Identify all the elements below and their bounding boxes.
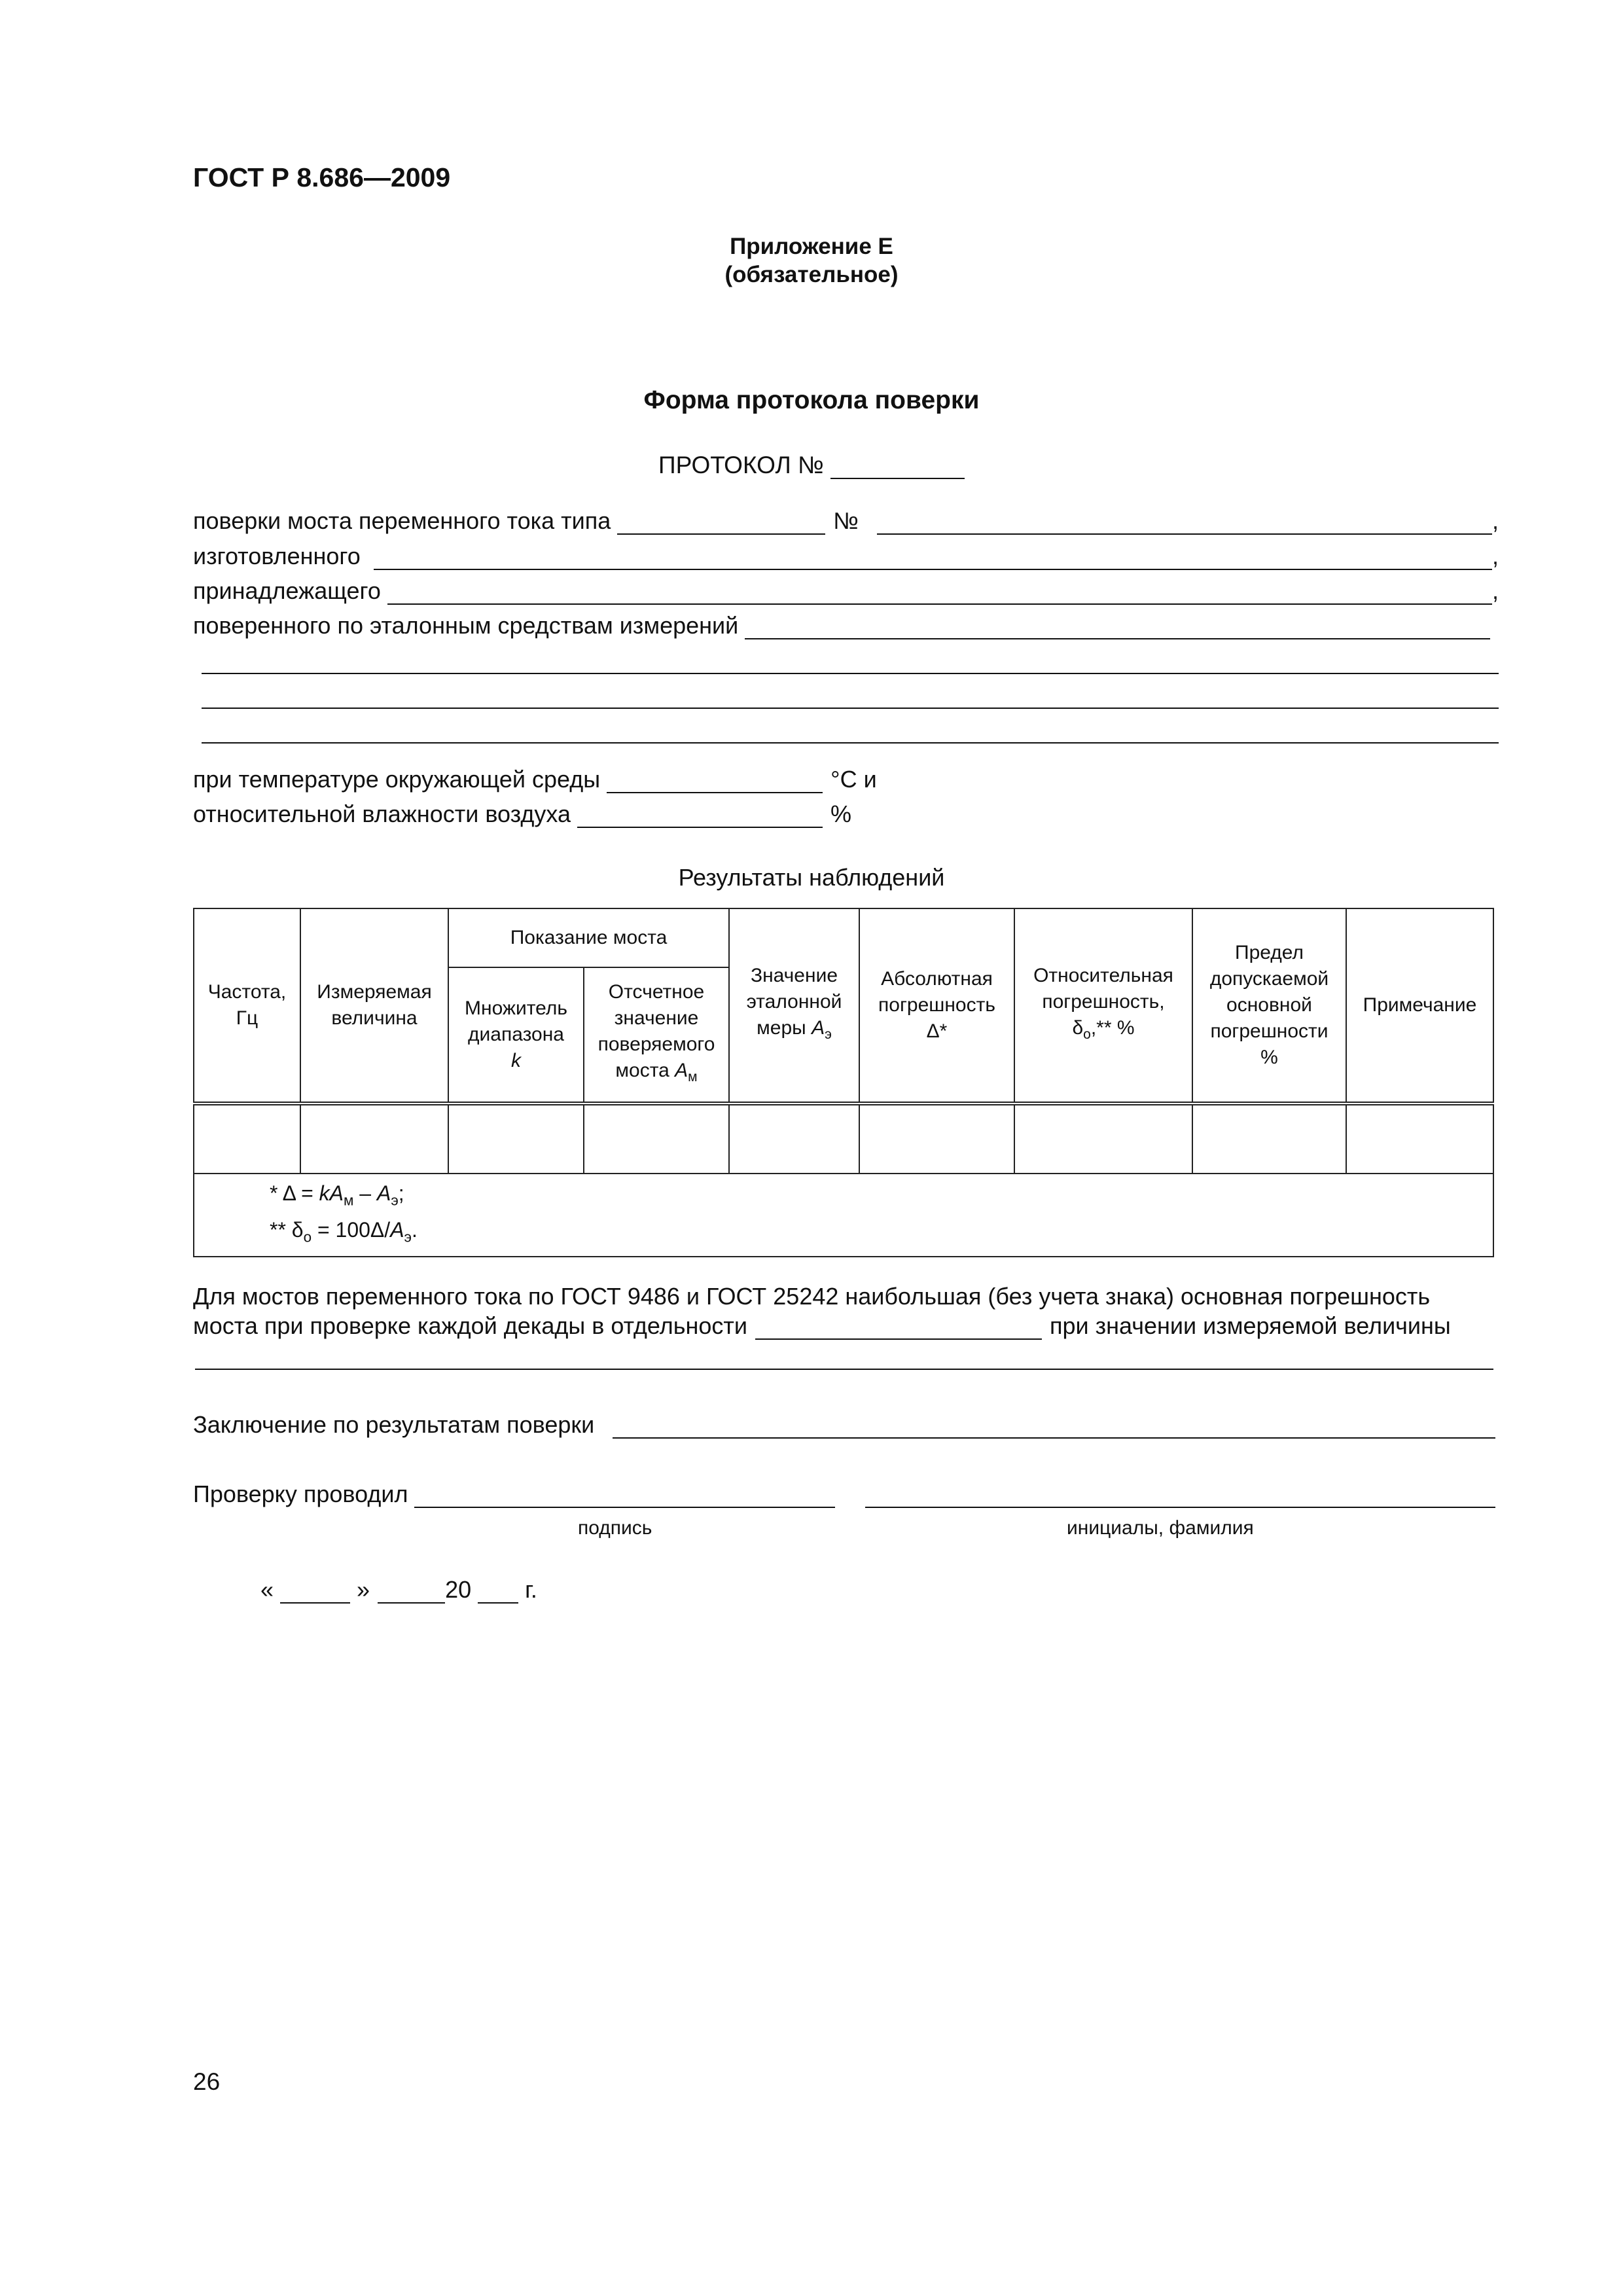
reading-sub: м <box>688 1069 698 1085</box>
cell-absolute-error[interactable] <box>859 1103 1014 1174</box>
owner-row <box>193 577 1499 605</box>
note-1-sub1: м <box>344 1192 354 1209</box>
document-header: ГОСТ Р 8.686—2009 <box>193 162 451 192</box>
verified-by-label: поверенного по эталонным средствам измерений <box>193 612 739 639</box>
bridge-serial-field[interactable] <box>877 510 1492 535</box>
standard-value-text: Значение эталонной меры <box>746 965 842 1039</box>
note-2-sub2: э <box>404 1228 412 1245</box>
humidity-field[interactable] <box>577 803 823 828</box>
date-close-quote: » <box>357 1576 370 1603</box>
note-1-prefix: * Δ = <box>270 1181 319 1206</box>
header-reading-value <box>584 967 729 1103</box>
reading-value-text: Отсчетное значение поверяемого моста <box>597 981 715 1081</box>
note-1-ka: kA <box>319 1181 344 1206</box>
date-open-quote: « <box>260 1576 274 1603</box>
name-field[interactable] <box>865 1483 1495 1508</box>
continuation-line-3[interactable] <box>202 742 1499 744</box>
reading-symbol: A <box>675 1060 688 1081</box>
protocol-number-line <box>0 452 1623 479</box>
date-month-field[interactable] <box>378 1579 445 1604</box>
table-notes <box>194 1174 1493 1257</box>
note-1-end: ; <box>398 1181 404 1206</box>
note-1-sub2: э <box>391 1192 399 1209</box>
header-relative-error <box>1014 908 1192 1103</box>
manufactured-row <box>193 543 1499 570</box>
conclusion-label: Заключение по результатам поверки <box>193 1411 595 1438</box>
manufactured-field[interactable] <box>374 545 1492 570</box>
note-2-a: A <box>390 1217 404 1242</box>
comma: , <box>1491 507 1499 534</box>
verifier-row <box>193 1480 1495 1508</box>
relative-error-sub: о <box>1083 1027 1091 1042</box>
results-table <box>193 908 1494 1257</box>
range-multiplier-symbol: k <box>511 1050 521 1071</box>
relative-error-text: Относительная погрешность, <box>1033 965 1173 1013</box>
annex-type: (обязательное) <box>724 262 899 287</box>
bridge-type-label: поверки моста переменного тока типа <box>193 507 611 534</box>
continuation-line-1[interactable] <box>202 673 1499 674</box>
cell-measured-quantity[interactable] <box>300 1103 448 1174</box>
note-1-minus: – <box>353 1181 377 1206</box>
annex-title: Приложение Е <box>730 234 893 259</box>
humidity-label: относительной влажности воздуха <box>193 800 571 827</box>
note-2-prefix: ** δ <box>270 1217 304 1242</box>
cell-reading-value[interactable] <box>584 1103 729 1174</box>
cell-permissible-error[interactable] <box>1192 1103 1346 1174</box>
header-bridge-reading: Показание моста <box>448 908 729 967</box>
header-note: Примечание <box>1346 908 1493 1103</box>
verifier-label: Проверку проводил <box>193 1480 408 1507</box>
bridge-type-field[interactable] <box>617 510 825 535</box>
name-caption: инициалы, фамилия <box>1067 1517 1254 1539</box>
temperature-row <box>193 766 877 793</box>
protocol-number-field[interactable] <box>830 454 965 479</box>
standard-symbol: A <box>812 1017 825 1039</box>
page-number: 26 <box>193 2068 221 2095</box>
continuation-line-2[interactable] <box>202 708 1499 709</box>
protocol-label: ПРОТОКОЛ № <box>658 452 824 478</box>
cell-note[interactable] <box>1346 1103 1493 1174</box>
relative-error-symbol: δ <box>1072 1017 1084 1039</box>
temperature-label: при температуре окружающей среды <box>193 766 601 793</box>
manufactured-label: изготовленного <box>193 543 361 569</box>
range-multiplier-text: Множитель диапазона <box>465 997 567 1045</box>
date-year-prefix: 20 <box>445 1576 472 1603</box>
number-sign: № <box>833 507 859 534</box>
standard-sub: э <box>825 1027 832 1042</box>
owner-field[interactable] <box>387 580 1492 605</box>
note-2 <box>270 1215 1490 1251</box>
cell-range-multiplier[interactable] <box>448 1103 584 1174</box>
cell-frequency[interactable] <box>194 1103 300 1174</box>
form-title: Форма протокола поверки <box>643 386 980 414</box>
humidity-row <box>193 800 851 828</box>
permissible-error-unit: % <box>1260 1047 1278 1068</box>
comma: , <box>1491 577 1499 604</box>
verified-by-field[interactable] <box>745 615 1490 639</box>
header-measured-quantity: Измеряемая величина <box>300 908 448 1103</box>
table-caption: Результаты наблюдений <box>678 864 945 891</box>
absolute-error-symbol: Δ* <box>926 1020 948 1042</box>
bridge-type-row <box>193 507 1499 535</box>
note-1-a: A <box>376 1181 391 1206</box>
signature-field[interactable] <box>414 1483 835 1508</box>
decade-error-field[interactable] <box>755 1315 1042 1340</box>
conclusion-row <box>193 1411 1495 1439</box>
measured-value-label: при значении измеряемой величины <box>1049 1312 1451 1339</box>
date-day-field[interactable] <box>280 1579 350 1604</box>
decade-error-label: моста при проверке каждой декады в отдельности <box>193 1312 747 1339</box>
humidity-unit: % <box>830 800 852 827</box>
note-2-mid: = 100Δ/ <box>312 1217 391 1242</box>
table-notes-row <box>194 1174 1493 1257</box>
date-year-field[interactable] <box>478 1579 518 1604</box>
conclusion-paragraph-line-1: Для мостов переменного тока по ГОСТ 9486 и ГОСТ 25242 наибольшая (без учета знака) основная погрешность <box>193 1283 1431 1310</box>
absolute-error-text: Абсолютная погрешность <box>878 968 995 1016</box>
note-2-sub: о <box>303 1228 312 1245</box>
header-absolute-error <box>859 908 1014 1103</box>
temperature-unit: °С и <box>830 766 877 793</box>
header-permissible-error <box>1192 908 1346 1103</box>
header-range-multiplier <box>448 967 584 1103</box>
permissible-error-text: Предел допускаемой основной погрешности <box>1209 942 1329 1042</box>
relative-error-suffix: ,** % <box>1090 1017 1135 1039</box>
comma: , <box>1491 543 1499 569</box>
signature-caption: подпись <box>578 1517 652 1539</box>
header-standard-value <box>729 908 859 1103</box>
owner-label: принадлежащего <box>193 577 381 604</box>
measured-value-line[interactable] <box>195 1369 1493 1370</box>
temperature-field[interactable] <box>607 768 823 793</box>
note-1 <box>270 1179 1490 1215</box>
conclusion-field[interactable] <box>613 1414 1495 1439</box>
table-row <box>194 1103 1493 1174</box>
date-year-suffix: г. <box>525 1576 537 1603</box>
cell-relative-error[interactable] <box>1014 1103 1192 1174</box>
verified-by-row <box>193 612 1490 639</box>
note-2-end: . <box>411 1217 418 1242</box>
cell-standard-value[interactable] <box>729 1103 859 1174</box>
conclusion-paragraph-line-2 <box>193 1312 1493 1340</box>
date-row <box>260 1576 537 1604</box>
header-frequency: Частота, Гц <box>194 908 300 1103</box>
